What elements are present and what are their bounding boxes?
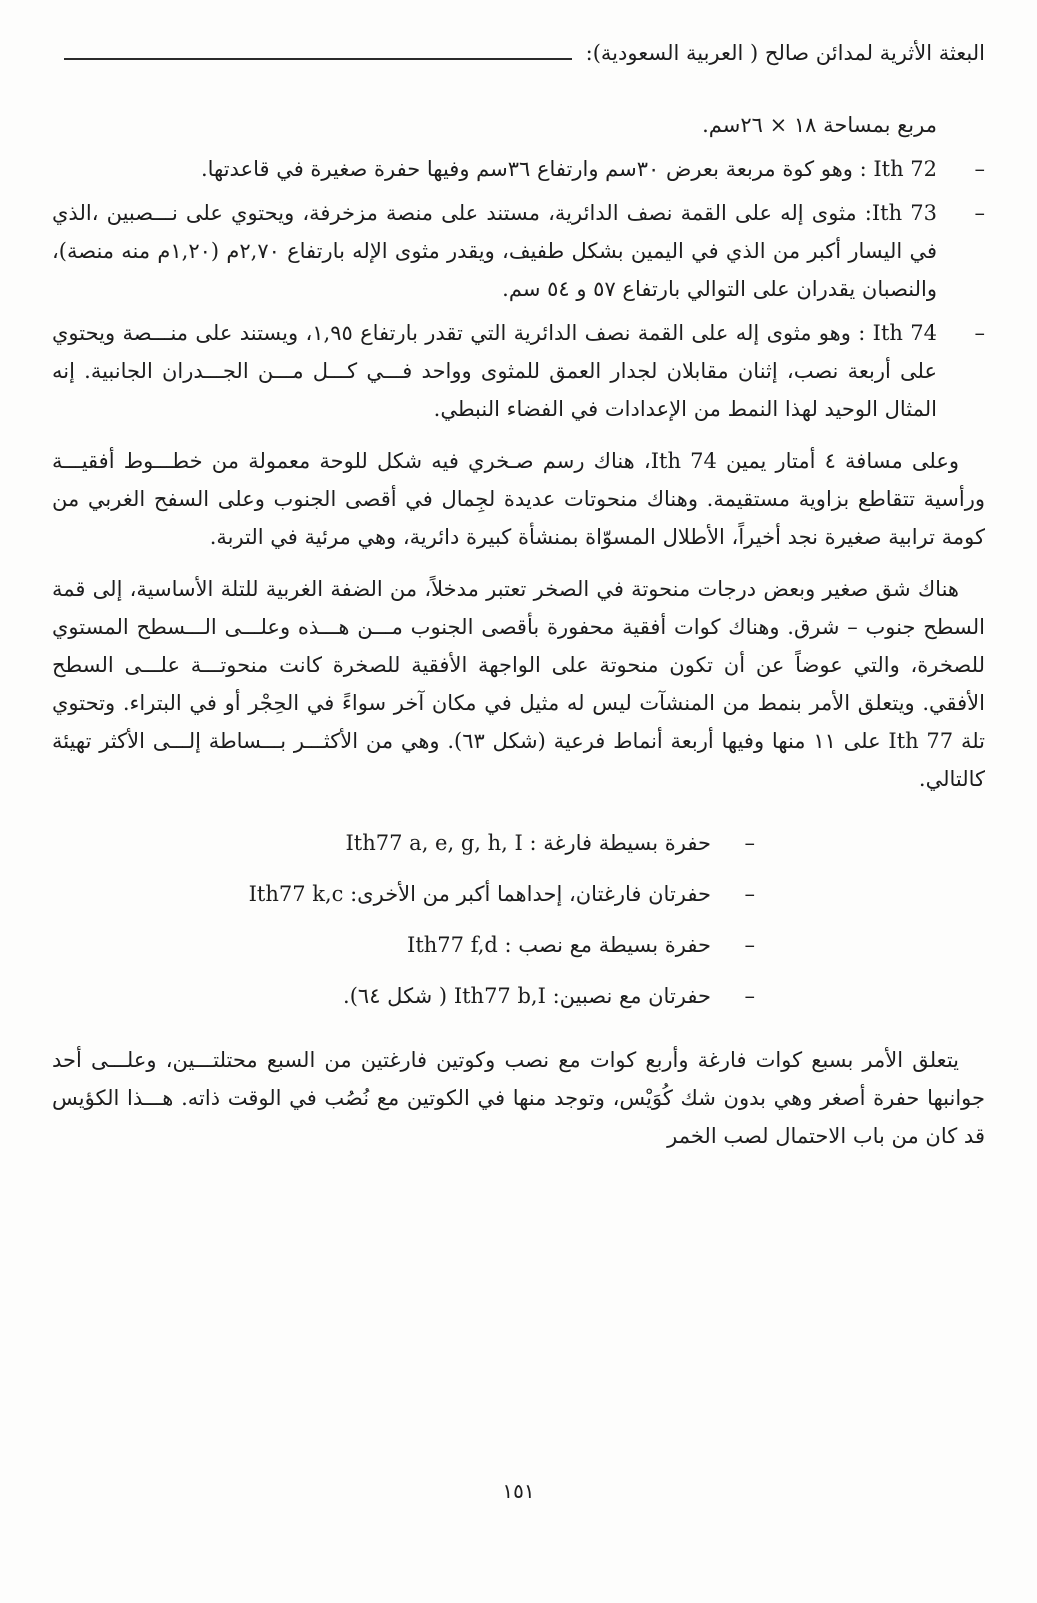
continuation-line: مربع بمساحة ١٨ × ٢٦سم. xyxy=(702,113,937,137)
list-item-ith73 xyxy=(52,194,985,308)
dash-marker: – xyxy=(744,933,755,957)
paragraph: وعلى مسافة ٤ أمتار يمين Ith 74، هناك رسم صـخري فيه شكل للوحة معمولة من خطـــوط أفقيـــة ورأسية تتقاطع بزاوية مستقيمة. وهناك منحوتات عديدة لجِمال في أقصى الجنوب وعلى السفح الغربي من كومة ترابية صغيرة نجد أخيراً، الأطلال المسوّاة بمنشأة كبيرة دائرية، وهي مرئية في التربة. xyxy=(52,449,985,549)
list-item-text: Ith 73: مثوى إله على القمة نصف الدائرية، مستند على منصة مزخرفة، ويحتوي على نـــصبين ،الذي في اليسار أكبر من الذي في اليمين بشكل طفيف، ويقدر مثوى الإله بارتفاع ٢,٧٠م (١,٢٠م منه منصة)، والنصبان يقدران على التوالي بارتفاع ٥٧ و ٥٤ سم. xyxy=(52,201,937,301)
header-title: البعثة الأثرية لمدائن صالح ( العربية السعودية): xyxy=(585,41,985,65)
list-item xyxy=(52,875,755,913)
document-body xyxy=(52,106,985,1155)
page-number: ١٥١ xyxy=(502,1479,535,1503)
dash-marker: – xyxy=(974,321,985,345)
dash-marker: – xyxy=(974,201,985,225)
list-item-text: حفرتان فارغتان، إحداهما أكبر من الأخرى: Ith77 k,c xyxy=(248,882,711,906)
dash-marker: – xyxy=(744,831,755,855)
list-item xyxy=(52,977,755,1015)
list-item-ith72 xyxy=(52,150,985,188)
dash-marker: – xyxy=(744,882,755,906)
list-item xyxy=(52,926,755,964)
dash-marker: – xyxy=(974,157,985,181)
header-rule xyxy=(64,58,572,60)
list-item-text: Ith 72 : وهو كوة مربعة بعرض ٣٠سم وارتفاع ٣٦سم وفيها حفرة صغيرة في قاعدتها. xyxy=(200,157,937,181)
list-item-text: حفرة بسيطة مع نصب : Ith77 f,d xyxy=(407,933,711,957)
list-item-text: حفرة بسيطة فارغة : Ith77 a, e, g, h, I xyxy=(345,831,711,855)
paragraph: هناك شق صغير وبعض درجات منحوتة في الصخر تعتبر مدخلاً، من الضفة الغربية للتلة الأساسية، إلى قمة السطح جنوب – شرق. وهناك كوات أفقية محفورة بأقصى الجنوب مـــن هـــذه وعلـــى الـــسطح المستوي للصخرة، والتي عوضاً عن أن تكون منحوتة على الواجهة الأفقية للصخرة كانت منحوتـــة علـــى السطح الأفقي. ويتعلق الأمر بنمط من المنشآت ليس له مثيل في مكان آخر سواءً في الحِجْر أو في البتراء. وتحتوي تلة Ith 77 على ١١ منها وفيها أربعة أنماط فرعية (شكل ٦٣). وهي من الأكثـــر بـــساطة إلـــى الأكثر تهيئة كالتالي. xyxy=(52,577,985,791)
page-header xyxy=(52,34,985,72)
list-item xyxy=(52,824,755,862)
closing-paragraph: يتعلق الأمر بسبع كوات فارغة وأربع كوات مع نصب وكوتين فارغتين من السبع محتلتـــين، وعلـــى أحد جوانبها حفرة أصغر وهي بدون شك كُوَيْس، وتوجد منها في الكوتين مع نُصُب في الوقت ذاته. هـــذا الكؤيس قد كان من باب الاحتمال لصب الخمر xyxy=(52,1048,985,1148)
list-item-text: Ith 74 : وهو مثوى إله على القمة نصف الدائرية التي تقدر بارتفاع ١,٩٥، ويستند على منـــصة ويحتوي على أربعة نصب، إثنان مقابلان لجدار العمق للمثوى وواحد فـــي كـــل مـــن الجـــدران الجانبية. إنه المثال الوحيد لهذا النمط من الإعدادات في الفضاء النبطي. xyxy=(52,321,937,421)
niche-type-list xyxy=(52,824,755,1015)
dash-marker: – xyxy=(744,984,755,1008)
list-item-text: حفرتان مع نصبين: Ith77 b,I ( شكل ٦٤). xyxy=(343,984,711,1008)
page-footer xyxy=(0,1472,1037,1510)
list-item-ith74 xyxy=(52,314,985,428)
